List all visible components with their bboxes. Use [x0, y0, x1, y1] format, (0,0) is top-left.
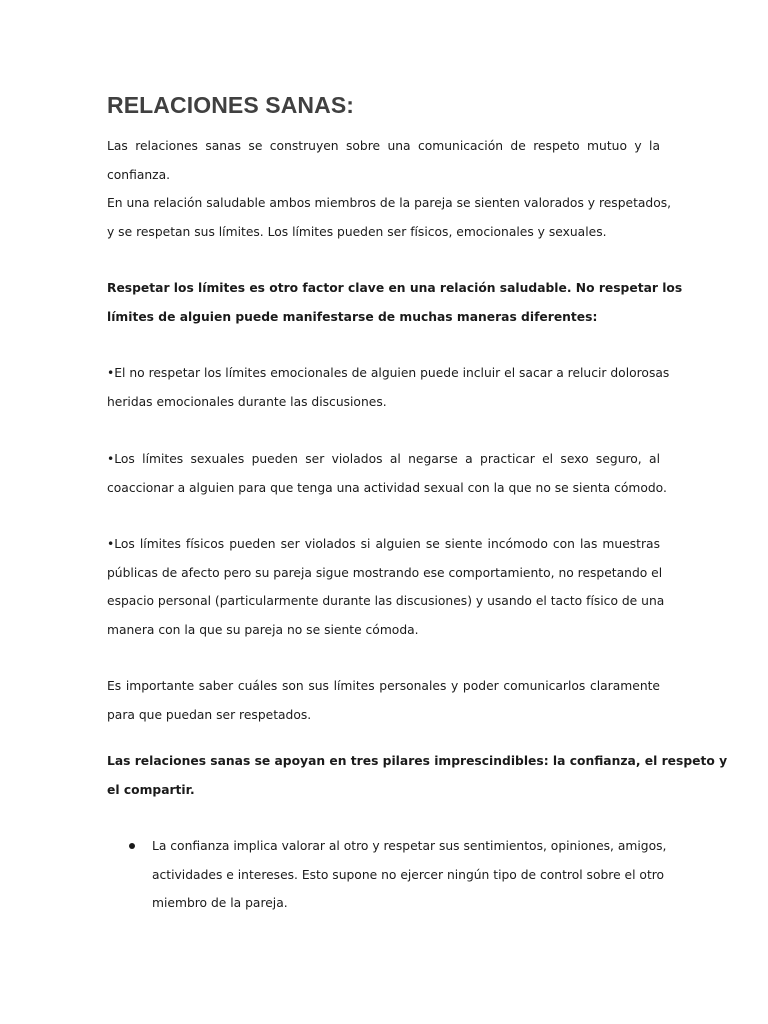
text-line: para que puedan ser respetados.: [107, 707, 312, 722]
text-line: públicas de afecto pero su pareja sigue mostrando ese comportamiento, no respetando el: [107, 565, 663, 580]
text-line: actividades e intereses. Esto supone no ejercer ningún tipo de control sobre el otro: [152, 867, 665, 882]
paragraph-three-pillars: [107, 747, 728, 804]
text-line: •El no respetar los límites emocionales de alguien puede incluir el sacar a relucir dolorosas: [107, 366, 670, 380]
list-item: [107, 832, 667, 918]
text-line: Las relaciones sanas se construyen sobre una comunicación de respeto mutuo y la: [107, 139, 660, 153]
text-line: miembro de la pareja.: [152, 896, 288, 910]
bullet-icon: [129, 843, 135, 849]
text-line: límites de alguien puede manifestarse de muchas maneras diferentes:: [107, 309, 598, 324]
text-line: Es importante saber cuáles son sus límites personales y poder comunicarlos claramente: [107, 679, 660, 693]
text-line: coaccionar a alguien para que tenga una actividad sexual con la que no se sienta cómodo.: [107, 480, 667, 495]
paragraph-emotional-limits: [107, 359, 670, 416]
text-line: •Los límites sexuales pueden ser violados al negarse a practicar el sexo seguro, al: [107, 452, 660, 466]
text-line: confianza.: [107, 167, 171, 182]
text-line: el compartir.: [107, 782, 195, 797]
document-title: RELACIONES SANAS:: [107, 92, 355, 118]
text-line: manera con la que su pareja no se siente cómoda.: [107, 622, 419, 637]
text-line: espacio personal (particularmente durante las discusiones) y usando el tacto físico de una: [107, 594, 665, 608]
paragraph-limits-key: [107, 274, 683, 331]
text-line: En una relación saludable ambos miembros de la pareja se sienten valorados y respetados,: [107, 196, 672, 210]
text-line: •Los límites físicos pueden ser violados si alguien se siente incómodo con las muestras: [107, 537, 660, 551]
paragraph-personal-limits: [107, 672, 660, 729]
pillars-list: [107, 832, 667, 918]
paragraph-physical-limits: [107, 530, 665, 644]
text-line: La confianza implica valorar al otro y respetar sus sentimientos, opiniones, amigos,: [152, 839, 667, 853]
paragraph-intro: [107, 132, 672, 246]
text-line: heridas emocionales durante las discusiones.: [107, 394, 387, 409]
paragraph-sexual-limits: [107, 445, 667, 502]
text-line: Las relaciones sanas se apoyan en tres pilares imprescindibles: la confianza, el respeto y: [107, 754, 728, 768]
text-line: Respetar los límites es otro factor clave en una relación saludable. No respetar los: [107, 281, 683, 295]
text-line: y se respetan sus límites. Los límites pueden ser físicos, emocionales y sexuales.: [107, 224, 607, 239]
